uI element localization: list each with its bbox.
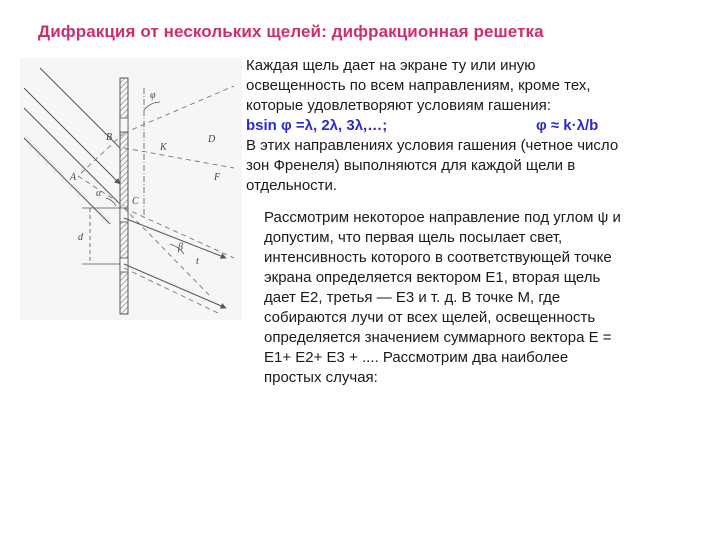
text-line: В этих направлениях условия гашения (четное число xyxy=(246,137,619,154)
label-alpha: α xyxy=(96,188,102,199)
text-line: простых случая: xyxy=(264,369,378,386)
text-line: интенсивность которого в соответствующей точке xyxy=(264,249,612,266)
label-K: K xyxy=(160,142,167,153)
text-line: экрана определяется вектором E1, вторая щель xyxy=(264,269,601,286)
minima-condition-formula: bsin φ =λ, 2λ, 3λ,…; xyxy=(246,117,388,134)
label-beta: β xyxy=(178,242,183,253)
label-B: B xyxy=(106,132,113,143)
text-line: освещенность по всем направлениям, кроме тех, xyxy=(246,77,591,94)
label-A: A xyxy=(70,172,77,183)
text-line: Каждая щель дает на экране ту или иную xyxy=(246,57,536,74)
label-F: F xyxy=(214,172,221,183)
label-C: C xyxy=(132,196,139,207)
text-line: Рассмотрим некоторое направление под углом ψ и xyxy=(264,209,621,226)
angle-approximation-formula: φ ≈ k·λ/b xyxy=(536,117,599,134)
text-line: отдельности. xyxy=(246,177,338,194)
text-line: которые удовлетворяют условиям гашения: xyxy=(246,97,551,114)
slide-title: Дифракция от нескольких щелей: дифракционная решетка xyxy=(38,22,544,41)
label-t: t xyxy=(196,256,199,267)
text-line: зон Френеля) выполняются для каждой щели в xyxy=(246,157,576,174)
text-line: допустим, что первая щель посылает свет, xyxy=(264,229,563,246)
text-line: E1+ E2+ E3 + .... Рассмотрим два наиболее xyxy=(264,349,569,366)
body-paragraph xyxy=(264,208,704,388)
label-D: D xyxy=(208,134,216,145)
text-line: определяется значением суммарного вектора E = xyxy=(264,329,612,346)
text-line: дает E2, третья — E3 и т. д. В точке M, где xyxy=(264,289,561,306)
formula-row xyxy=(246,116,698,136)
text-line: собираются лучи от всех щелей, освещенность xyxy=(264,309,596,326)
label-phi: φ xyxy=(150,90,156,101)
label-d: d xyxy=(78,232,83,243)
intro-paragraph xyxy=(246,56,698,196)
grating-diagram xyxy=(20,58,242,320)
